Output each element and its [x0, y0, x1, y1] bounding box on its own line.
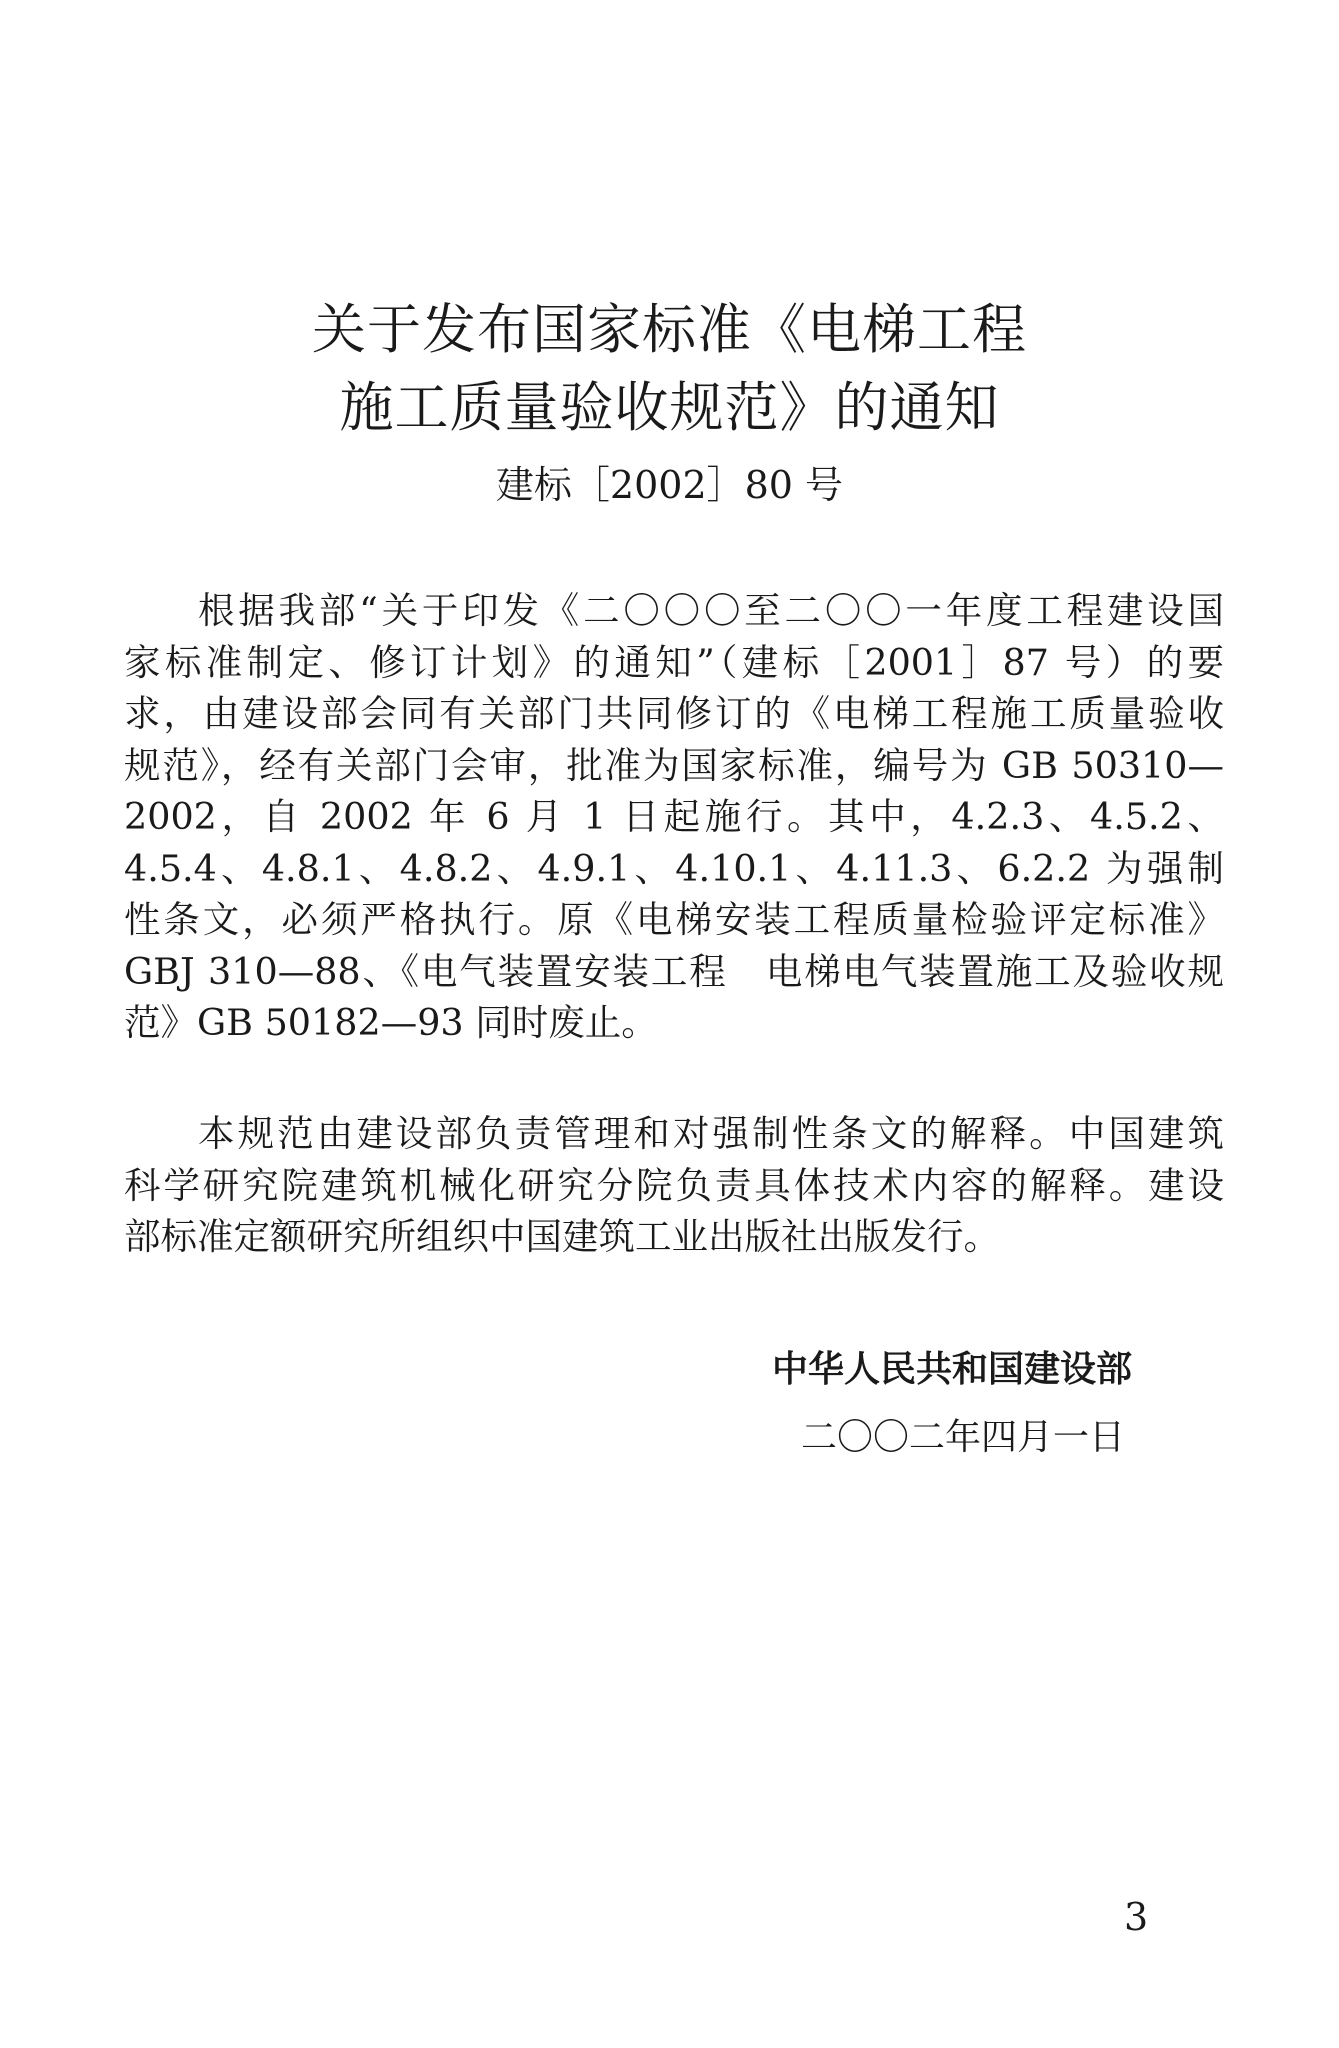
paragraph-line: 家标准制定、修订计划》的通知”（建标［2001］87 号）的要	[124, 640, 1224, 684]
paragraph-line: 本规范由建设部负责管理和对强制性条文的解释。中国建筑	[198, 1112, 1224, 1155]
document-title-line-2: 施工质量验收规范》的通知	[339, 376, 1000, 440]
paragraph-line: 2002，自 2002 年 6 月 1 日起施行。其中，4.2.3、4.5.2、	[124, 795, 1224, 838]
paragraph-line: GBJ 310—88、《电气装置安装工程 电梯电气装置施工及验收规	[124, 949, 1224, 993]
issue-date: 二〇〇二年四月一日	[800, 1417, 1125, 1458]
issuing-organization: 中华人民共和国建设部	[771, 1349, 1132, 1390]
body-paragraph-1	[124, 585, 1224, 1049]
paragraph-line: 范》GB 50182—93 同时废止。	[124, 1001, 658, 1044]
document-number: 建标［2002］80 号	[495, 463, 844, 507]
paragraph-line: 4.5.4、4.8.1、4.8.2、4.9.1、4.10.1、4.11.3、6.2.2 为强制	[124, 846, 1224, 890]
document-title-line-1: 关于发布国家标准《电梯工程	[312, 298, 1027, 362]
paragraph-line: 科学研究院建筑机械化研究分院负责具体技术内容的解释。建设	[124, 1163, 1224, 1207]
paragraph-line: 求，由建设部会同有关部门共同修订的《电梯工程施工质量验收	[124, 692, 1224, 735]
page-number: 3	[1124, 1895, 1149, 1939]
body-paragraph-2	[124, 1108, 1224, 1263]
paragraph-line: 部标准定额研究所组织中国建筑工业出版社出版发行。	[124, 1215, 1000, 1258]
paragraph-line: 性条文，必须严格执行。原《电梯安装工程质量检验评定标准》	[124, 898, 1224, 941]
paragraph-line: 规范》，经有关部门会审，批准为国家标准，编号为 GB 50310—	[124, 743, 1224, 787]
paragraph-line: 根据我部“关于印发《二〇〇〇至二〇〇一年度工程建设国	[198, 589, 1224, 632]
